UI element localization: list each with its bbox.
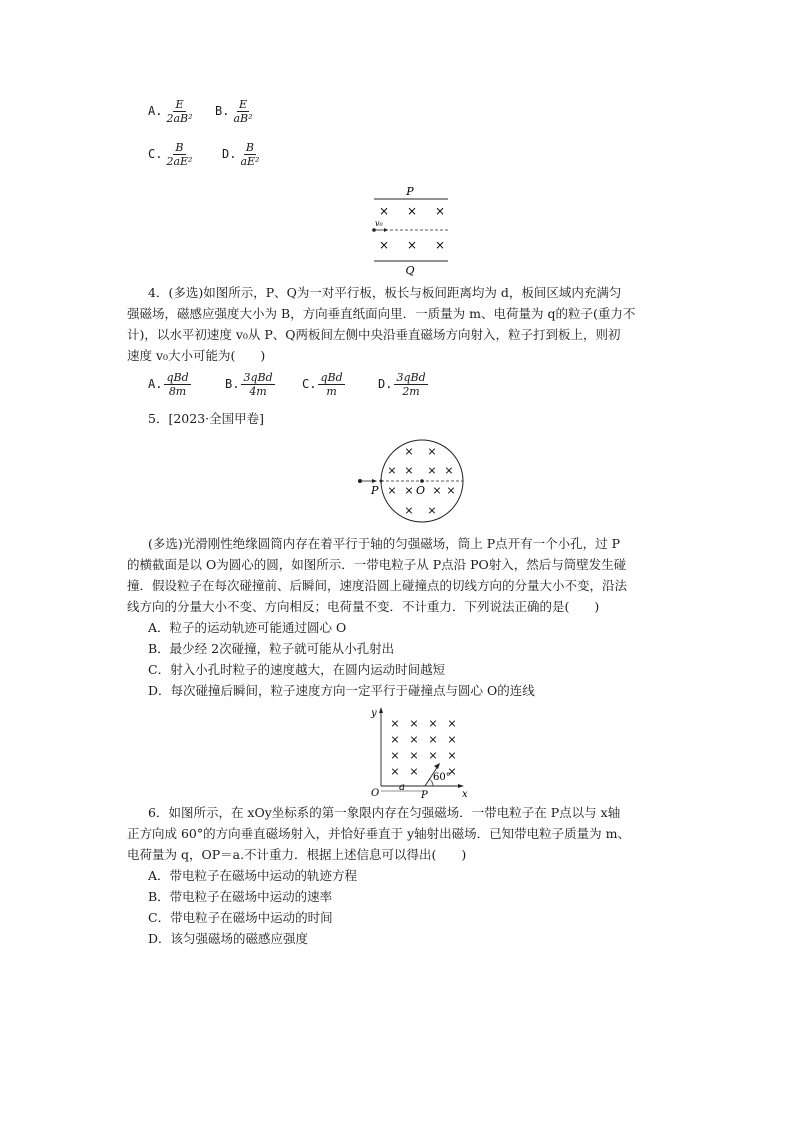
coordinate-figure: [363, 704, 477, 798]
q4-line-1: 4．(多选)如图所示，P、Q为一对平行板，板长与板间距离均为 d，板间区域内充满匀: [148, 285, 622, 300]
origin-label: O: [371, 788, 380, 798]
fraction: [238, 141, 261, 168]
cross-mark: ×: [406, 204, 418, 218]
q5-option-c[interactable]: C．射入小孔时粒子的速度越大，在圆内运动时间越短: [148, 662, 446, 677]
q6-line-1: 6．如图所示，在 xOy坐标系的第一象限内存在匀强磁场．一带电粒子在 P点以与 x轴: [148, 805, 621, 820]
fraction: [164, 371, 190, 398]
x-axis-label: x: [462, 789, 468, 798]
cross-mark: ×: [432, 484, 442, 497]
denominator: 2aE²: [166, 155, 193, 168]
fraction: [164, 98, 194, 125]
q4-option-d[interactable]: [378, 371, 430, 398]
cross-mark: ×: [404, 464, 414, 477]
p-label: P: [371, 484, 379, 497]
y-axis-label: y: [371, 708, 377, 719]
q5-option-d[interactable]: D．每次碰撞后瞬间，粒子速度方向一定平行于碰撞点与圆心 O的连线: [148, 683, 535, 698]
hole-p-dot: [380, 480, 383, 483]
q6-option-d[interactable]: D．该匀强磁场的磁感应强度: [148, 931, 309, 946]
numerator: E: [175, 98, 184, 111]
cross-mark: ×: [390, 717, 400, 730]
cross-mark: ×: [404, 504, 414, 517]
cross-mark: ×: [390, 749, 400, 762]
cross-mark: ×: [428, 733, 438, 746]
denominator: 4m: [249, 385, 267, 398]
cross-mark: ×: [427, 504, 437, 517]
cross-mark: ×: [434, 238, 446, 252]
cylinder-figure: [352, 436, 464, 528]
a-label: a: [399, 782, 405, 793]
q4-line-3: 计)，以水平初速度 v₀从 P、Q两板间左侧中央沿垂直磁场方向射入，粒子打到板上，则初: [127, 327, 621, 342]
cross-mark: ×: [409, 765, 419, 778]
q4-line-4: 速度 v₀大小可能为( ): [127, 348, 266, 363]
x-axis-arrowhead: [458, 784, 464, 788]
numerator: qBd: [166, 371, 189, 384]
denominator: m: [326, 385, 337, 398]
numerator: 3qBd: [396, 371, 426, 384]
option-letter: C.: [302, 377, 317, 391]
cross-mark: ×: [378, 238, 390, 252]
q5-header: 5．[2023·全国甲卷]: [148, 411, 264, 426]
y-axis-arrowhead: [379, 707, 383, 713]
numerator: B: [245, 141, 254, 154]
cross-mark: ×: [447, 765, 457, 778]
q3-option-b[interactable]: [215, 98, 257, 125]
fraction: [164, 141, 194, 168]
numerator: E: [238, 98, 247, 111]
angle-label: 60°: [433, 772, 451, 783]
cross-mark: ×: [447, 717, 457, 730]
q5-option-a[interactable]: A．粒子的运动轨迹可能通过圆心 O: [148, 620, 347, 635]
q3-option-c[interactable]: [148, 141, 196, 168]
option-letter: B.: [215, 104, 230, 118]
q5-line-3: 撞．假设粒子在每次碰撞前、后瞬间，速度沿圆上碰撞点的切线方向的分量大小不变，沿法: [127, 578, 628, 593]
q5-line-2: 的横截面是以 O为圆心的圆，如图所示．一带电粒子从 P点沿 PO射入，然后与筒壁发生碰: [127, 557, 627, 572]
o-label: O: [416, 484, 426, 497]
cross-mark: ×: [378, 204, 390, 218]
velocity-label: v₀: [375, 219, 383, 228]
velocity-arrowhead: [384, 228, 388, 232]
q6-line-3: 电荷量为 q，OP＝a.不计重力．根据上述信息可以得出( ): [127, 847, 467, 862]
cross-mark: ×: [428, 717, 438, 730]
option-letter: A.: [148, 104, 163, 118]
cross-mark: ×: [390, 733, 400, 746]
cross-mark: ×: [444, 464, 454, 477]
denominator: 2aB²: [166, 112, 193, 125]
cross-mark: ×: [447, 749, 457, 762]
numerator: 3qBd: [243, 371, 273, 384]
denominator: aE²: [240, 155, 260, 168]
plate-p-label: P: [406, 185, 414, 198]
cross-mark: ×: [409, 749, 419, 762]
cross-mark: ×: [390, 765, 400, 778]
q4-option-b[interactable]: [225, 371, 277, 398]
fraction: [241, 371, 274, 398]
q5-option-b[interactable]: B．最少经 2次碰撞，粒子就可能从小孔射出: [148, 641, 395, 656]
q5-line-4: 线方向的分量大小不变、方向相反；电荷量不变．不计重力．下列说法正确的是( ): [127, 599, 600, 614]
q6-line-2: 正方向成 60°的方向垂直磁场射入，并恰好垂直于 y轴射出磁场．已知带电粒子质量为 m、: [127, 826, 630, 841]
fraction: [394, 371, 427, 398]
denominator: aB²: [233, 112, 253, 125]
q4-option-a[interactable]: [148, 371, 193, 398]
plate-q-label: Q: [405, 264, 415, 276]
cross-mark: ×: [404, 484, 414, 497]
parallel-plates-figure: [366, 184, 456, 276]
cross-mark: ×: [427, 464, 437, 477]
center-o-dot: [420, 479, 424, 483]
q3-option-a[interactable]: [148, 98, 197, 125]
cross-mark: ×: [409, 733, 419, 746]
numerator: qBd: [320, 371, 343, 384]
option-letter: D.: [222, 147, 237, 161]
cross-mark: ×: [406, 238, 418, 252]
q3-option-d[interactable]: [222, 141, 263, 168]
option-letter: D.: [378, 377, 393, 391]
q5-line-1: (多选)光滑刚性绝缘圆筒内存在着平行于轴的匀强磁场，筒上 P点开有一个小孔，过 P: [148, 536, 621, 551]
option-letter: C.: [148, 147, 163, 161]
numerator: B: [175, 141, 184, 154]
fraction: [231, 98, 254, 125]
option-letter: A.: [148, 377, 163, 391]
cross-mark: ×: [404, 445, 414, 458]
cross-mark: ×: [409, 717, 419, 730]
fraction: [318, 371, 344, 398]
cross-mark: ×: [434, 204, 446, 218]
cross-mark: ×: [447, 733, 457, 746]
q4-option-c[interactable]: [302, 371, 347, 398]
q6-option-a[interactable]: A．带电粒子在磁场中运动的轨迹方程: [148, 868, 358, 883]
option-letter: B.: [225, 377, 240, 391]
entry-arrowhead: [372, 479, 377, 483]
q4-line-2: 强磁场，磁感应强度大小为 B，方向垂直纸面向里．一质量为 m、电荷量为 q的粒子(重力不: [127, 306, 636, 321]
cross-mark: ×: [428, 749, 438, 762]
q6-option-c[interactable]: C．带电粒子在磁场中运动的时间: [148, 910, 333, 925]
q6-option-b[interactable]: B．带电粒子在磁场中运动的速率: [148, 889, 333, 904]
cross-mark: ×: [427, 445, 437, 458]
entry-velocity-arrowhead: [434, 763, 440, 769]
p-label: P: [421, 790, 428, 798]
cross-mark: ×: [387, 484, 397, 497]
cross-mark: ×: [446, 484, 456, 497]
cross-mark: ×: [387, 464, 397, 477]
denominator: 2m: [402, 385, 420, 398]
denominator: 8m: [168, 385, 187, 398]
